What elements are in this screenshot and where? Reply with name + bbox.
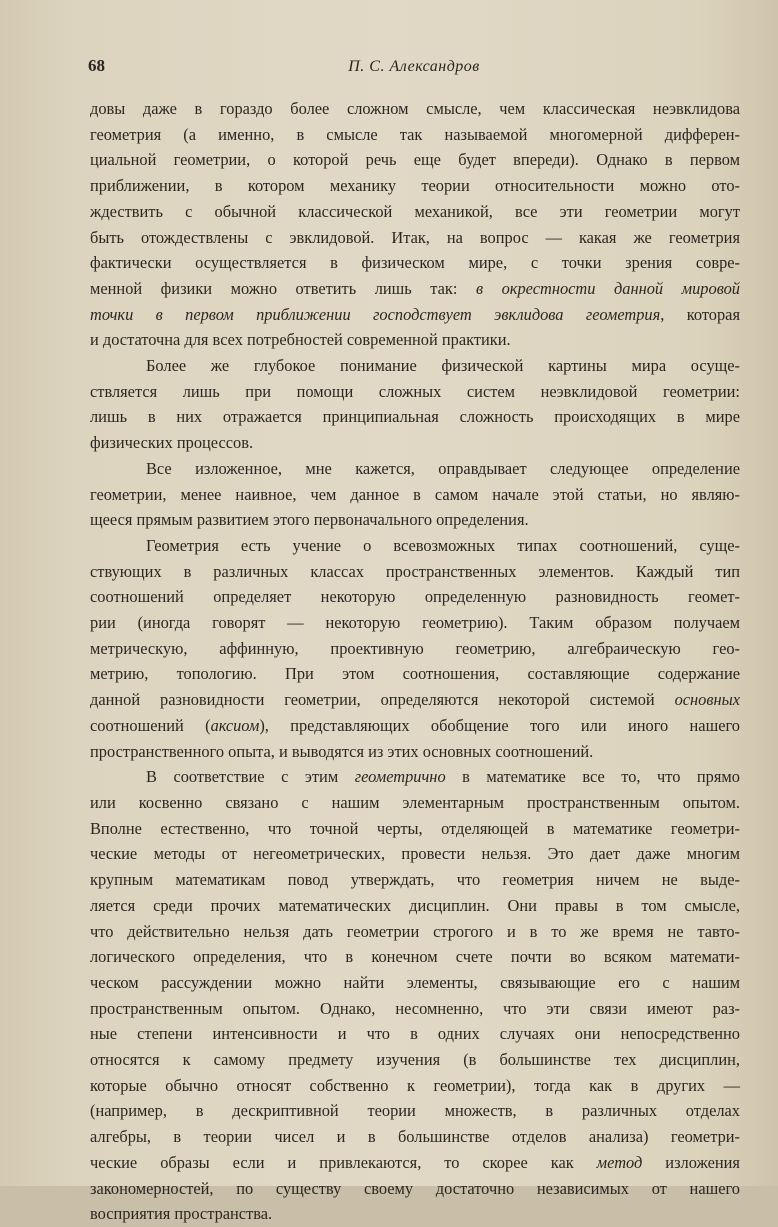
text-line: логического определения, что в конечном счете почти во всяком математи- <box>90 947 740 967</box>
text-line: ляется среди прочих математических дисциплин. Они правы в том смысле, <box>90 895 740 915</box>
page-number: 68 <box>88 56 105 75</box>
text-line <box>90 713 740 739</box>
text-line: ные степени интенсивности и что в одних случаях они непосредственно <box>90 1024 740 1044</box>
text-line: соотношений определяет некоторую определенную разновидность геомет- <box>90 587 740 607</box>
text-run: соотношений ( <box>90 715 211 735</box>
text-line: лишь в них отражается принципиальная сложность происходящих в мире <box>90 407 740 427</box>
text-line: (например, в дескриптивной теории множеств, в различных отделах <box>90 1101 740 1121</box>
text-line: восприятия пространства. <box>90 1204 273 1224</box>
italic-run: геометрично <box>354 767 446 787</box>
text-line: закономерностей, по существу своему достаточно независимых от нашего <box>90 1178 740 1198</box>
italic-run: аксиом <box>210 715 260 735</box>
text-line: метрическую, аффинную, проективную геометрию, алгебраическую гео- <box>90 638 740 658</box>
text-line: довы даже в гораздо более сложном смысле, чем классическая неэвклидова <box>90 99 740 118</box>
text-line <box>90 764 740 790</box>
text-line: быть отождествлены с эвклидовой. Итак, на вопрос — какая же геометрия <box>90 227 740 247</box>
text-line: Геометрия есть учение о всевозможных типах соотношений, суще- <box>146 535 740 555</box>
body-text <box>90 96 740 1227</box>
text-run: В соответствие с этим <box>146 767 339 787</box>
text-line: фактически осуществляется в физическом мире, с точки зрения совре- <box>90 253 740 273</box>
text-line: которые обычно относят собственно к геометрии), тогда как в других — <box>90 1075 740 1095</box>
text-run: менной физики можно ответить лишь так: <box>90 278 458 298</box>
text-run: ческие образы если и привлекаются, то скорее как <box>90 1152 574 1172</box>
running-head: П. С. Александров <box>348 58 480 75</box>
page-header <box>88 56 740 84</box>
text-line: Вполне естественно, что точной черты, отделяющей в математике геометри- <box>90 818 740 838</box>
text-line: щееся прямым развитием этого первоначального определения. <box>90 510 529 530</box>
text-line: или косвенно связано с нашим элементарным пространственным опытом. <box>90 792 740 812</box>
text-run: в математике все то, что прямо <box>462 767 740 787</box>
text-line: ствующих в различных классах пространственных элементов. Каждый тип <box>90 561 740 581</box>
italic-run: точки в первом приближении господствует эвклидова геометрия <box>90 304 661 324</box>
text-line: ждествить с обычной классической механикой, все эти геометрии могут <box>90 201 740 221</box>
text-line: ческом рассуждении можно найти элементы, связывающие его с нашим <box>90 972 740 992</box>
text-line: ческие методы от негеометрических, провести нельзя. Это дает даже многим <box>90 844 740 864</box>
text-line: пространственного опыта, и выводятся из этих основных соотношений. <box>90 741 594 761</box>
text-line: относятся к самому предмету изучения (в большинстве тех дисциплин, <box>90 1050 740 1070</box>
text-line: циальной геометрии, о которой речь еще будет впереди). Однако в первом <box>90 150 740 170</box>
text-line: физических процессов. <box>90 433 254 453</box>
text-line: геометрии, менее наивное, чем данное в самом начале этой статьи, но являю- <box>90 484 740 504</box>
text-line <box>90 276 740 302</box>
text-run: ), представляющих обобщение того или иного нашего <box>259 715 740 735</box>
italic-run: в окрестности данной мировой <box>475 278 740 298</box>
text-line: алгебры, в теории чисел и в большинстве отделов анализа) геометри- <box>90 1127 740 1147</box>
text-line: что действительно нельзя дать геометрии строгого и в то же время не тавто- <box>90 921 740 941</box>
text-line: Все изложенное, мне кажется, оправдывает следующее определение <box>146 458 740 478</box>
text-run: данной разновидности геометрии, определяются некоторой системой <box>90 690 655 710</box>
text-line: ствляется лишь при помощи сложных систем неэвклидовой геометрии: <box>90 381 740 401</box>
text-line: метрию, топологию. При этом соотношения, составляющие содержание <box>90 664 740 684</box>
text-line <box>90 302 740 328</box>
text-line: рии (иногда говорят — некоторую геометрию). Таким образом получаем <box>90 613 740 633</box>
text-line: и достаточна для всех потребностей современной практики. <box>90 330 511 350</box>
text-run: , которая <box>660 304 740 324</box>
text-line <box>90 687 740 713</box>
text-line: крупным математикам повод утверждать, что геометрия ничем не выде- <box>90 870 740 890</box>
text-line: приближении, в котором механику теории относительности можно ото- <box>90 176 740 196</box>
text-line <box>90 1150 740 1176</box>
italic-run: метод <box>596 1152 643 1172</box>
text-run: изложения <box>665 1152 740 1172</box>
text-line: пространственным опытом. Однако, несомненно, что эти связи имеют раз- <box>90 998 740 1018</box>
text-line: Более же глубокое понимание физической картины мира осуще- <box>146 356 740 376</box>
text-line: геометрия (а именно, в смысле так называемой многомерной дифферен- <box>90 124 740 144</box>
italic-run: основных <box>674 690 740 710</box>
